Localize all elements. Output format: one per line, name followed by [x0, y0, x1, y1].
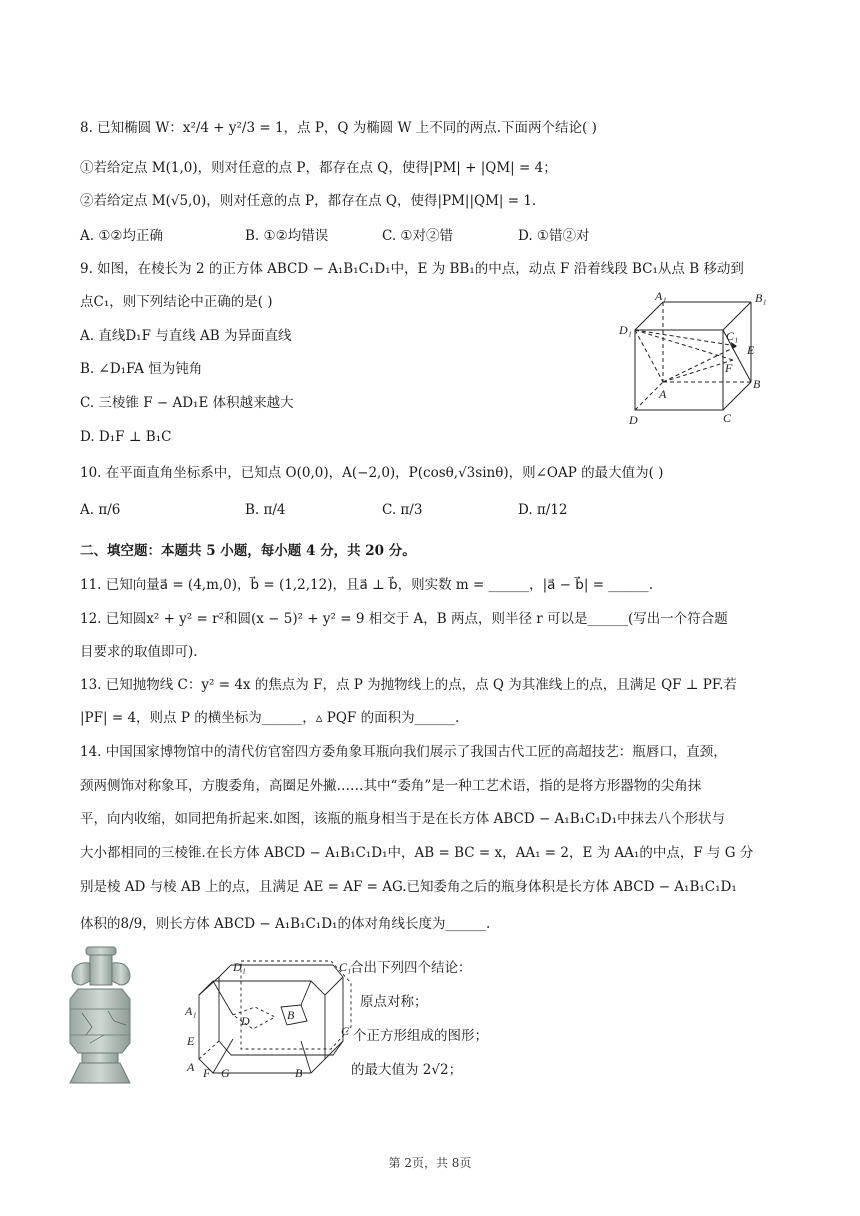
cube-label-c1: C₁ [726, 329, 739, 343]
section-heading: 二、填空题：本题共 5 小题，每小题 4 分，共 20 分。 [80, 543, 416, 559]
q11: 11. 已知向量a⃗ = (4,m,0)，b⃗ = (1,2,12)，且a⃗ ⊥ b⃗，则实数 m = ______，|a⃗ − b⃗| = ______. [80, 577, 654, 593]
q14-line3: 平，向内收缩，如同把角折起来.如图，该瓶的瓶身相当于是在长方体 ABCD − A₁B₁C₁D₁中抹去八个形状与 [80, 811, 726, 827]
box-label-d: D [241, 1014, 250, 1028]
q14-line5: 别是棱 AD 与棱 AB 上的点，且满足 AE = AF = AG.已知委角之后的瓶身体积是长方体 ABCD − A₁B₁C₁D₁ [80, 879, 737, 895]
q13-line2: |PF| = 4，则点 P 的横坐标为______，▵ PQF 的面积为______. [80, 710, 460, 726]
vase-image [60, 943, 140, 1088]
cube-label-c: C [723, 411, 732, 425]
q8-claim-1: ①若给定点 M(1,0)，则对任意的点 P，都存在点 Q，使得|PM| + |QM| = 4； [80, 160, 557, 176]
page-footer: 第 2页，共 8页 [388, 1156, 472, 1170]
q10-option-b: B. π/4 [245, 502, 286, 518]
box-label-c1: C₁ [339, 960, 352, 974]
q9-stem-line1: 9. 如图，在棱长为 2 的正方体 ABCD − A₁B₁C₁D₁中，E 为 BB₁的中点，动点 F 沿着线段 BC₁从点 B 移动到 [80, 261, 744, 277]
q15-line1: 合出下列四个结论： [350, 960, 472, 976]
q8-option-b: B. ①②均错误 [245, 228, 329, 244]
cube-label-f: F [725, 361, 733, 375]
q9-option-c: C. 三棱锥 F − AD₁E 体积越来越大 [80, 395, 294, 411]
cube-label-e: E [747, 343, 755, 357]
box-label-c: C [341, 1024, 350, 1038]
cube-label-a: A [659, 387, 667, 401]
q10-option-a: A. π/6 [80, 502, 121, 518]
q9-option-a: A. 直线D₁F 与直线 AB 为异面直线 [80, 328, 292, 344]
truncated-box-figure [183, 955, 353, 1080]
box-label-b-inner: B [287, 1008, 295, 1022]
q10-option-c: C. π/3 [382, 502, 423, 518]
q13-line1: 13. 已知抛物线 C：y² = 4x 的焦点为 F，点 P 为抛物线上的点，点 Q 为其准线上的点，且满足 QF ⊥ PF.若 [80, 677, 737, 693]
q12-line1: 12. 已知圆x² + y² = r²和圆(x − 5)² + y² = 9 相交于 A，B 两点，则半径 r 可以是______(写出一个符合题 [80, 611, 728, 627]
cube-figure [615, 288, 775, 428]
q8-option-c: C. ①对②错 [382, 228, 454, 244]
q14-line1: 14. 中国国家博物馆中的清代仿官窑四方委角象耳瓶向我们展示了我国古代工匠的高超技艺：瓶唇口，直颈， [80, 744, 727, 760]
q10-stem: 10. 在平面直角坐标系中，已知点 O(0,0)，A(−2,0)，P(cosθ,√3sinθ)，则∠OAP 的最大值为( ) [80, 465, 664, 481]
cube-label-d: D [629, 413, 638, 427]
box-label-f: F [203, 1066, 211, 1080]
q10-option-d: D. π/12 [518, 502, 568, 518]
q12-line2: 目要求的取值即可). [80, 644, 198, 660]
q15-line3: 个正方形组成的图形； [353, 1028, 488, 1044]
cube-label-b: B [753, 377, 761, 391]
q9-option-b: B. ∠D₁FA 恒为钝角 [80, 361, 203, 377]
q8-option-a: A. ①②均正确 [80, 228, 164, 244]
box-label-g: G [221, 1066, 230, 1080]
q9-stem-line2: 点C₁，则下列结论中正确的是( ) [80, 294, 273, 310]
q14-line6: 体积的8/9，则长方体 ABCD − A₁B₁C₁D₁的体对角线长度为______. [80, 916, 491, 932]
q15-line4: 的最大值为 2√2； [351, 1062, 463, 1078]
q8-claim-2: ②若给定点 M(√5,0)，则对任意的点 P，都存在点 Q，使得|PM||QM| = 1. [80, 193, 537, 209]
q8-stem: 8. 已知椭圆 W：x²/4 + y²/3 = 1，点 P，Q 为椭圆 W 上不同的两点.下面两个结论( ) [80, 120, 597, 136]
cube-label-b1: B₁ [755, 291, 767, 305]
q14-line2: 颈两侧饰对称象耳，方腹委角，高圈足外撇……其中“委角”是一种工艺术语，指的是将方形器物的尖角抹 [80, 778, 702, 794]
box-label-b: B [295, 1066, 303, 1080]
box-label-d1: D₁ [233, 960, 246, 974]
box-label-a1: A₁ [185, 1004, 197, 1018]
q14-line4: 大小都相同的三棱锥.在长方体 ABCD − A₁B₁C₁D₁中，AB = BC = x，AA₁ = 2，E 为 AA₁的中点，F 与 G 分 [80, 845, 754, 861]
q15-line2: 原点对称； [360, 994, 428, 1010]
box-label-e: E [187, 1034, 195, 1048]
q8-option-d: D. ①错②对 [518, 228, 590, 244]
cube-label-a1: A₁ [655, 289, 667, 303]
box-label-a: A [187, 1060, 195, 1074]
q9-option-d: D. D₁F ⊥ B₁C [80, 429, 172, 445]
cube-label-d1: D₁ [619, 323, 632, 337]
